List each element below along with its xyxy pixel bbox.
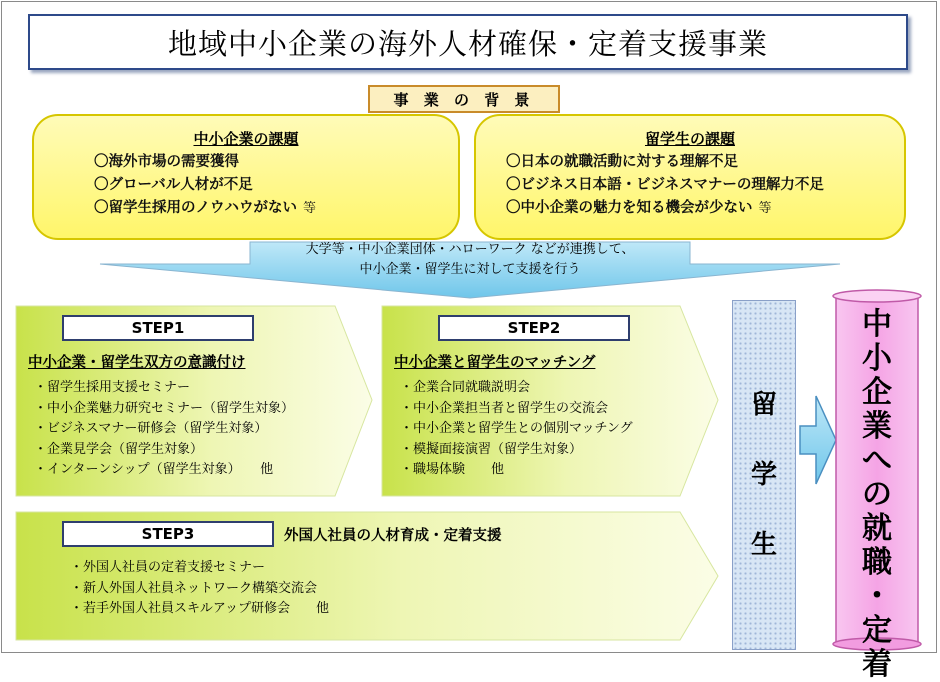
step3-item: ・若手外国人社員スキルアップ研修会 他 bbox=[70, 601, 329, 616]
outcome-arrow bbox=[800, 396, 836, 484]
outcome-char: の bbox=[862, 477, 892, 512]
step2-item: ・中小企業と留学生との個別マッチング bbox=[400, 421, 633, 436]
step3-item: ・新人外国人社員ネットワーク構築交流会 bbox=[70, 580, 318, 596]
step1-label: STEP1 bbox=[62, 315, 254, 341]
step3-list bbox=[70, 558, 329, 620]
sme-issue-etc: 等 bbox=[303, 201, 317, 216]
outcome-text bbox=[846, 307, 908, 682]
step1-item: ・中小企業魅力研究セミナー（留学生対象） bbox=[34, 400, 295, 416]
outcome-char: 定 bbox=[862, 613, 892, 648]
step3-item: ・外国人社員の定着支援セミナー bbox=[70, 560, 266, 575]
step1-item: ・インターンシップ（留学生対象） 他 bbox=[34, 462, 274, 477]
student-issues-heading: 留学生の課題 bbox=[644, 130, 735, 148]
outcome-char: ・ bbox=[862, 579, 892, 614]
step2-heading: 中小企業と留学生のマッチング bbox=[394, 355, 596, 371]
step3-label: STEP3 bbox=[62, 521, 274, 547]
cooperation-text bbox=[210, 240, 730, 280]
step1-list bbox=[34, 378, 294, 481]
outcome-char: 業 bbox=[862, 409, 892, 444]
student-issue-item: 〇ビジネス日本語・ビジネスマナーの理解力不足 bbox=[506, 177, 824, 193]
student-issue-item bbox=[506, 197, 904, 220]
cooperation-line2: 中小企業・留学生に対して支援を行う bbox=[359, 262, 581, 277]
outcome-char: 就 bbox=[862, 511, 892, 546]
students-char: 留 bbox=[750, 390, 777, 420]
sme-issues-heading: 中小企業の課題 bbox=[193, 130, 299, 148]
step2-item: ・模擬面接演習（留学生対象） bbox=[400, 441, 583, 457]
outcome-char: 中 bbox=[862, 307, 892, 342]
student-issues-box bbox=[474, 114, 906, 240]
step1-item: ・企業見学会（留学生対象） bbox=[34, 441, 204, 457]
step1-item: ・ビジネスマナー研修会（留学生対象） bbox=[34, 421, 268, 436]
outcome-char: 小 bbox=[862, 341, 892, 376]
step1-item: ・留学生採用支援セミナー bbox=[34, 380, 191, 395]
sme-issues-box bbox=[32, 114, 460, 240]
step2-label: STEP2 bbox=[438, 315, 630, 341]
students-box bbox=[732, 300, 796, 650]
page-title: 地域中小企業の海外人材確保・定着支援事業 bbox=[28, 14, 908, 70]
students-char: 生 bbox=[750, 530, 777, 560]
sme-issue-text: 〇留学生採用のノウハウがない bbox=[94, 200, 297, 216]
sme-issue-item: 〇海外市場の需要獲得 bbox=[94, 154, 239, 170]
sme-issue-item: 〇グローバル人材が不足 bbox=[94, 177, 253, 193]
cooperation-line1: 大学等・中小企業団体・ハローワーク などが連携して、 bbox=[305, 242, 635, 257]
step2-item: ・企業合同就職説明会 bbox=[400, 380, 531, 395]
students-char: 学 bbox=[750, 460, 777, 490]
background-label: 事 業 の 背 景 bbox=[368, 85, 560, 113]
step2-item: ・中小企業担当者と留学生の交流会 bbox=[400, 400, 609, 416]
student-issue-etc: 等 bbox=[758, 201, 772, 216]
student-issue-text: 〇中小企業の魅力を知る機会が少ない bbox=[506, 200, 753, 216]
step2-item: ・職場体験 他 bbox=[400, 462, 505, 477]
sme-issue-item bbox=[94, 197, 458, 220]
step1-heading: 中小企業・留学生双方の意識付け bbox=[28, 355, 246, 371]
step2-list bbox=[400, 378, 633, 481]
outcome-char: へ bbox=[862, 443, 892, 478]
outcome-char: 職 bbox=[862, 545, 892, 580]
student-issue-item: 〇日本の就職活動に対する理解不足 bbox=[506, 154, 738, 170]
outcome-char: 着 bbox=[862, 647, 892, 682]
outcome-char: 企 bbox=[862, 375, 892, 410]
step3-heading: 外国人社員の人材育成・定着支援 bbox=[284, 528, 502, 544]
